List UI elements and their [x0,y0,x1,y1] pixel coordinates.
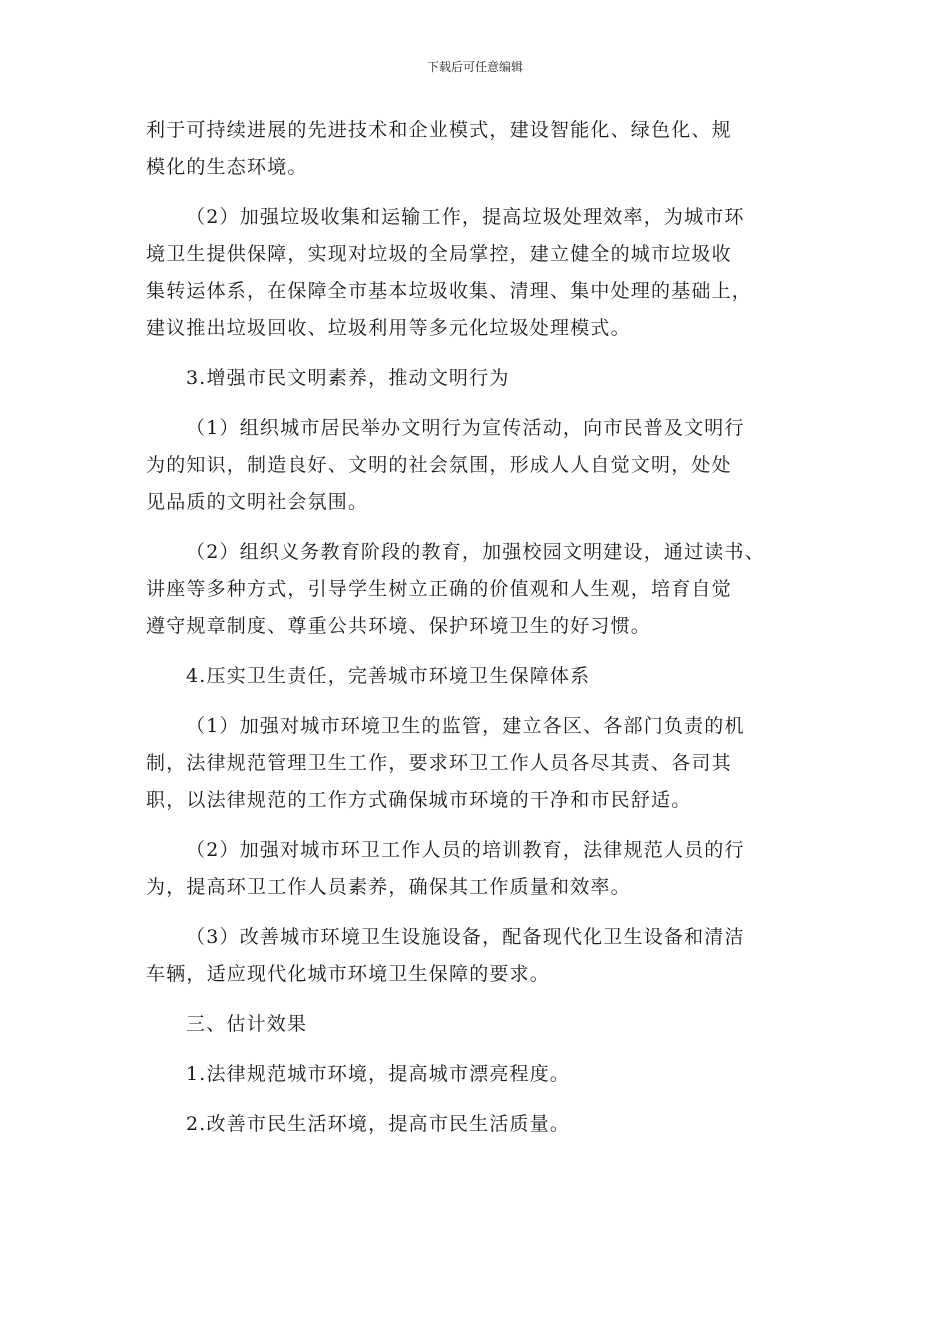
text-line: 见品质的文明社会氛围。 [146,491,369,513]
text-line: 2.改善市民生活环境，提高市民生活质量。 [186,1113,571,1135]
text-line: （2）加强对城市环卫工作人员的培训教育，法律规范人员的行 [186,839,745,861]
document-body [146,112,806,1156]
text-line: （1）组织城市居民举办文明行为宣传活动，向市民普及文明行 [186,417,745,439]
text-line: 为，提高环卫工作人员素养，确保其工作质量和效率。 [146,876,631,898]
text-line: 模化的生态环境。 [146,156,308,178]
text-line: 利于可持续进展的先进技术和企业模式，建设智能化、绿色化、规 [146,119,732,141]
text-line: （2）加强垃圾收集和运输工作，提高垃圾处理效率，为城市环 [186,206,745,228]
text-line: 职，以法律规范的工作方式确保城市环境的干净和市民舒适。 [146,789,692,811]
text-line: （2）组织义务教育阶段的教育，加强校园文明建设，通过读书、 [186,541,765,563]
text-line: （1）加强对城市环境卫生的监管，建立各区、各部门负责的机 [186,715,745,737]
section-heading-4 [146,658,806,695]
text-line: 遵守规章制度、尊重公共环境、保护环境卫生的好习惯。 [146,615,652,637]
text-line: 集转运体系，在保障全市基本垃圾收集、清理、集中处理的基础上， [146,280,753,302]
paragraph-4-3 [146,919,806,993]
effect-item-2 [146,1106,806,1143]
paragraph-4-1 [146,708,806,819]
effect-item-1 [146,1056,806,1093]
paragraph-2 [146,199,806,347]
text-line: 制，法律规范管理卫生工作，要求环卫工作人员各尽其责、各司其 [146,752,732,774]
text-line: 境卫生提供保障，实现对垃圾的全局掌控，建立健全的城市垃圾收 [146,243,732,265]
text-line: 为的知识，制造良好、文明的社会氛围，形成人人自觉文明，处处 [146,454,732,476]
page-header: 下载后可任意编辑 [426,60,523,74]
section-heading-three [146,1006,806,1043]
section-heading-3 [146,360,806,397]
text-line: 建议推出垃圾回收、垃圾利用等多元化垃圾处理模式。 [146,317,631,339]
paragraph-3-2 [146,534,806,645]
text-line: 讲座等多种方式，引导学生树立正确的价值观和人生观，培育自觉 [146,578,732,600]
heading-text: 三、估计效果 [186,1013,308,1035]
paragraph-3-1 [146,410,806,521]
paragraph-4-2 [146,832,806,906]
text-line: （3）改善城市环境卫生设施设备，配备现代化卫生设备和清洁 [186,926,745,948]
text-line: 车辆，适应现代化城市环境卫生保障的要求。 [146,963,551,985]
paragraph-1 [146,112,806,186]
text-line: 1.法律规范城市环境，提高城市漂亮程度。 [186,1063,571,1085]
heading-text: 3.增强市民文明素养，推动文明行为 [186,367,510,389]
heading-text: 4.压实卫生责任，完善城市环境卫生保障体系 [186,665,591,687]
